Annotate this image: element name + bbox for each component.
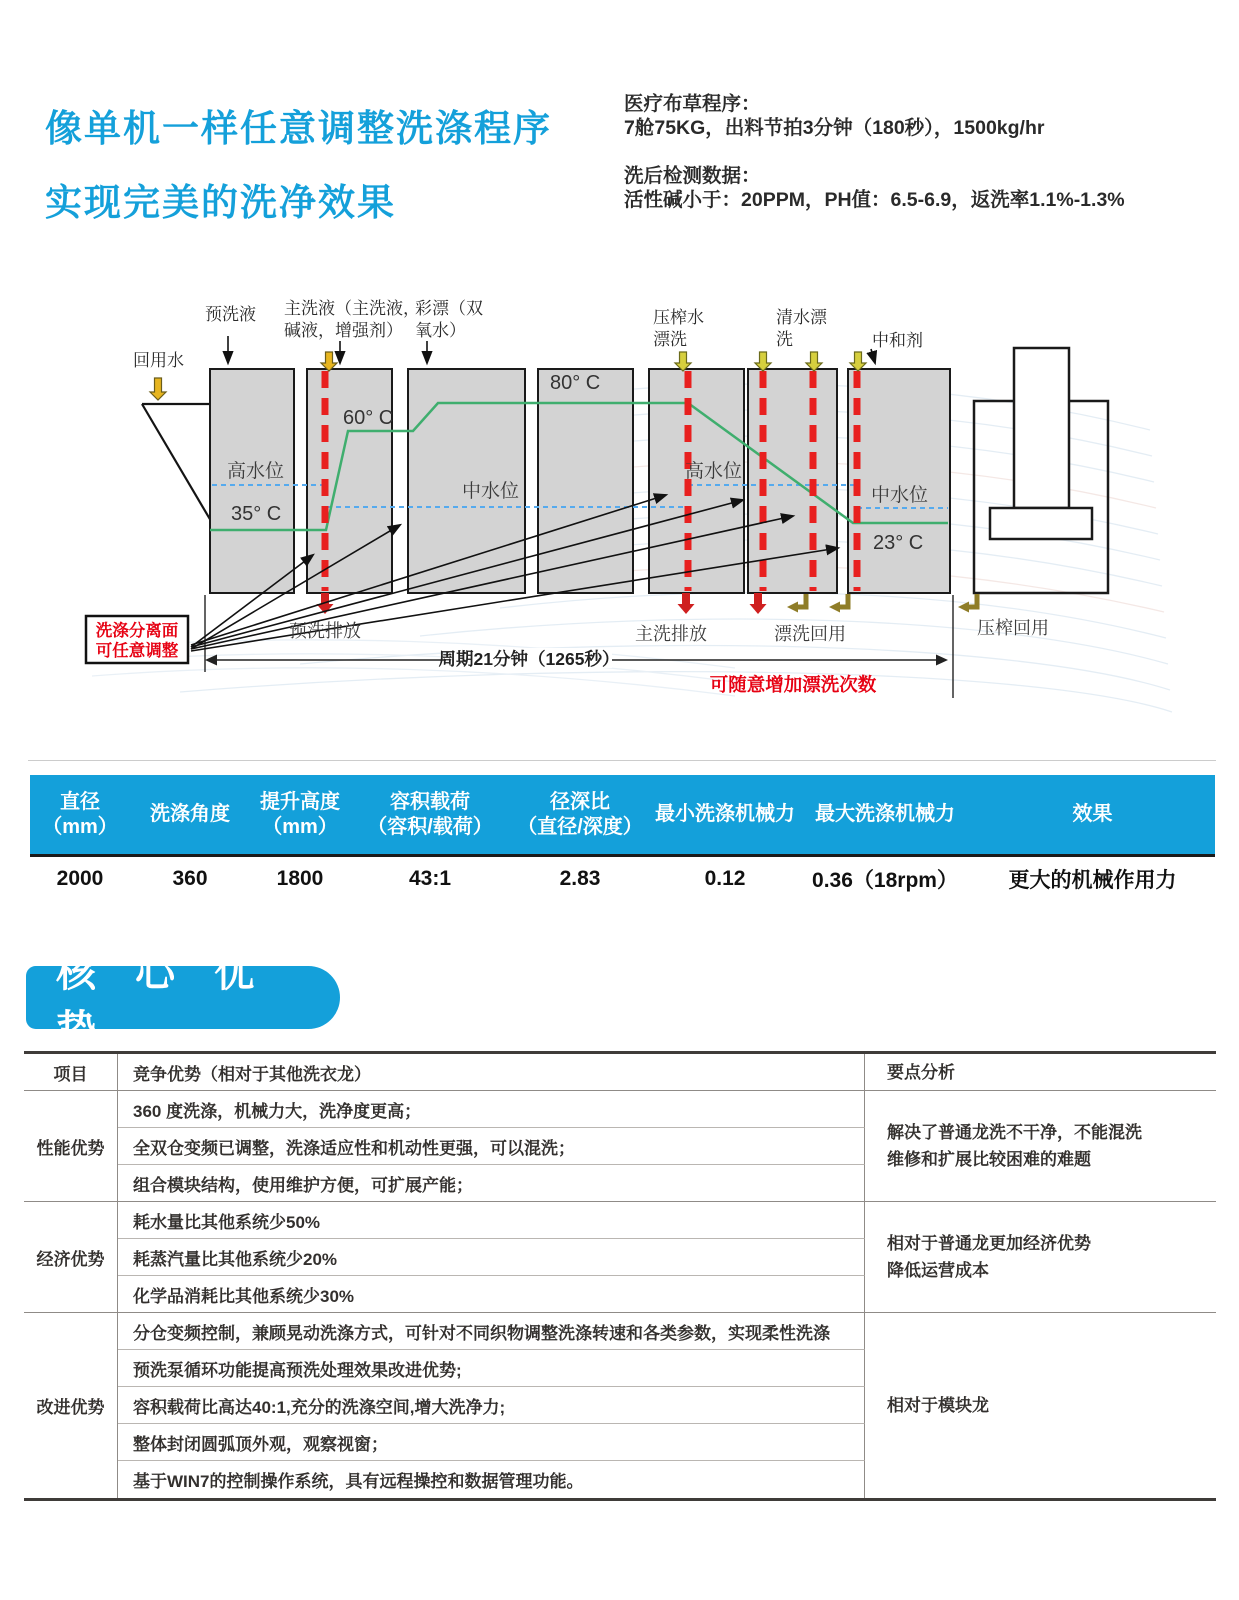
adv-row: 分仓变频控制，兼顾晃动洗涤方式，可针对不同织物调整洗涤转速和各类参数，实现柔性洗涤 bbox=[118, 1313, 865, 1350]
diagram-bottom-labels bbox=[289, 618, 1049, 644]
diagram-top-labels bbox=[133, 299, 923, 370]
adv-header-item: 项目 bbox=[24, 1054, 118, 1091]
spec-col-maxforce: 最大洗涤机械力 bbox=[815, 803, 955, 825]
bleach-label-2: 氧水） bbox=[415, 321, 466, 340]
mid-level-2-label: 中水位 bbox=[871, 485, 929, 506]
adv-row: 耗水量比其他系统少50% bbox=[118, 1202, 865, 1239]
spec-table-values bbox=[30, 857, 1215, 901]
press-reuse-label: 压榨回用 bbox=[977, 618, 1049, 638]
adv-analysis-economy: 相对于普通龙更加经济优势 降低运营成本 bbox=[865, 1202, 1216, 1313]
adv-analysis-performance: 解决了普通龙洗不干净，不能混洗 维修和扩展比较困难的难题 bbox=[865, 1091, 1216, 1202]
spec-col-angle: 洗涤角度 bbox=[150, 803, 230, 825]
fresh-rinse-label-2: 洗 bbox=[776, 330, 793, 349]
adv-row: 容积载荷比高达40:1,充分的洗涤空间,增大洗净力; bbox=[118, 1387, 865, 1424]
adv-row: 全双仓变频已调整，洗涤适应性和机动性更强，可以混洗； bbox=[118, 1128, 865, 1165]
spec-val-diameter: 2000 bbox=[56, 867, 104, 890]
press-ram bbox=[1014, 348, 1069, 508]
test-title: 洗后检测数据： bbox=[624, 165, 761, 187]
spec-col-minforce: 最小洗涤机械力 bbox=[655, 803, 795, 825]
spec-table bbox=[30, 775, 1215, 901]
high-level-2-label: 高水位 bbox=[685, 461, 743, 482]
recycled-water-label: 回用水 bbox=[133, 351, 184, 370]
adv-row: 化学品消耗比其他系统少30% bbox=[118, 1276, 865, 1313]
spec-val-minforce: 0.12 bbox=[704, 867, 746, 890]
spec-val-lift: 1800 bbox=[276, 867, 324, 890]
temp-60-label: 60° C bbox=[343, 407, 394, 429]
main-drain-arrow-1-icon bbox=[678, 593, 695, 614]
press-rinse-label-1: 压榨水 bbox=[653, 308, 704, 327]
spec-col-diameter: 直径 bbox=[60, 790, 100, 813]
spec-col-lift: 提升高度 bbox=[260, 790, 340, 813]
adv-row: 预洗泵循环功能提高预洗处理效果改进优势; bbox=[118, 1350, 865, 1387]
press-rinse-label-2: 漂洗 bbox=[653, 330, 687, 349]
temp-23-label: 23° C bbox=[873, 532, 924, 554]
adv-header-advantage: 竞争优势（相对于其他洗衣龙） bbox=[118, 1054, 865, 1091]
adv-row: 360 度洗涤，机械力大，洗净度更高； bbox=[118, 1091, 865, 1128]
adv-row: 耗蒸汽量比其他系统少20% bbox=[118, 1239, 865, 1276]
page-title-line2: 实现完美的洗净效果 bbox=[45, 182, 396, 223]
spec-table-topline bbox=[28, 760, 1216, 761]
adv-analysis-improvement: 相对于模块龙 bbox=[887, 1396, 989, 1415]
core-advantages-banner bbox=[26, 950, 340, 1052]
spec-col-load: 容积载荷 bbox=[390, 790, 470, 813]
reuse-arrows bbox=[787, 594, 977, 613]
adv-section-economy: 经济优势 bbox=[24, 1202, 118, 1313]
recycled-water-arrow-icon bbox=[150, 378, 166, 400]
rinse-reuse-label: 漂洗回用 bbox=[774, 624, 846, 644]
temp-80-label: 80° C bbox=[550, 372, 601, 394]
bleach-label-1: 彩漂（双 bbox=[415, 299, 483, 318]
spec-col-effect: 效果 bbox=[1072, 803, 1113, 825]
cycle-label: 周期21分钟（1265秒） bbox=[438, 649, 620, 669]
add-rinse-note: 可随意增加漂洗次数 bbox=[709, 674, 877, 695]
prewash-drain-label: 预洗排放 bbox=[289, 621, 361, 641]
wash-process-diagram bbox=[0, 280, 1239, 720]
spec-val-angle: 360 bbox=[172, 867, 208, 890]
program-detail: 7舱75KG，出料节拍3分钟（180秒），1500kg/hr bbox=[624, 117, 1045, 139]
neutralizer-label: 中和剂 bbox=[872, 331, 923, 350]
advantage-table bbox=[24, 1051, 1216, 1501]
mainwash-label-1: 主洗液（主洗液， bbox=[284, 299, 420, 318]
fresh-rinse-label-1: 清水漂 bbox=[776, 308, 827, 327]
prewash-label: 预洗液 bbox=[205, 305, 256, 324]
program-info bbox=[624, 92, 1214, 212]
adv-row: 组合模块结构，使用维护方便，可扩展产能； bbox=[118, 1165, 865, 1202]
recycled-water-funnel bbox=[142, 404, 212, 521]
mid-level-1-label: 中水位 bbox=[462, 481, 520, 502]
adv-row: 基于WIN7的控制操作系统，具有远程操控和数据管理功能。 bbox=[118, 1461, 865, 1498]
adv-header-analysis: 要点分析 bbox=[865, 1054, 1216, 1091]
spec-val-maxforce: 0.36（18rpm） bbox=[812, 869, 958, 892]
spec-col-ratio: 径深比 bbox=[550, 790, 610, 813]
spec-val-ratio: 2.83 bbox=[559, 867, 601, 890]
adv-section-performance: 性能优势 bbox=[24, 1091, 118, 1202]
adv-row: 整体封闭圆弧顶外观，观察视窗； bbox=[118, 1424, 865, 1461]
core-advantages-title: 核 心 优 势 bbox=[56, 950, 269, 1052]
mainwash-label-2: 碱液，增强剂） bbox=[284, 321, 403, 340]
spec-table-header: 直径 （mm） 洗涤角度 提升高度 （mm） 容积载荷 （容积/载荷） 径深比 （直径/深度） 最小洗涤机械力 最大洗涤机械力 效果 bbox=[30, 775, 1215, 857]
note-box-line1: 洗涤分离面 bbox=[95, 622, 179, 640]
page-title-line1: 像单机一样任意调整洗涤程序 bbox=[45, 108, 552, 149]
high-level-1-label: 高水位 bbox=[227, 461, 285, 482]
spec-val-effect: 更大的机械作用力 bbox=[1008, 869, 1177, 892]
main-drain-arrow-2-icon bbox=[750, 593, 767, 614]
main-drain-label: 主洗排放 bbox=[635, 624, 707, 644]
note-box-line2: 可任意调整 bbox=[95, 642, 179, 660]
press-unit bbox=[974, 348, 1108, 593]
program-title: 医疗布草程序： bbox=[624, 93, 761, 115]
adv-section-improvement: 改进优势 bbox=[24, 1313, 118, 1498]
temp-35-label: 35° C bbox=[231, 503, 282, 525]
test-detail: 活性碱小于：20PPM，PH值：6.5-6.9，返洗率1.1%-1.3% bbox=[624, 189, 1125, 211]
press-plate bbox=[990, 508, 1092, 539]
chamber-neutralize bbox=[848, 369, 950, 593]
spec-val-load: 43:1 bbox=[408, 867, 452, 890]
chamber-mainwash bbox=[307, 369, 392, 593]
